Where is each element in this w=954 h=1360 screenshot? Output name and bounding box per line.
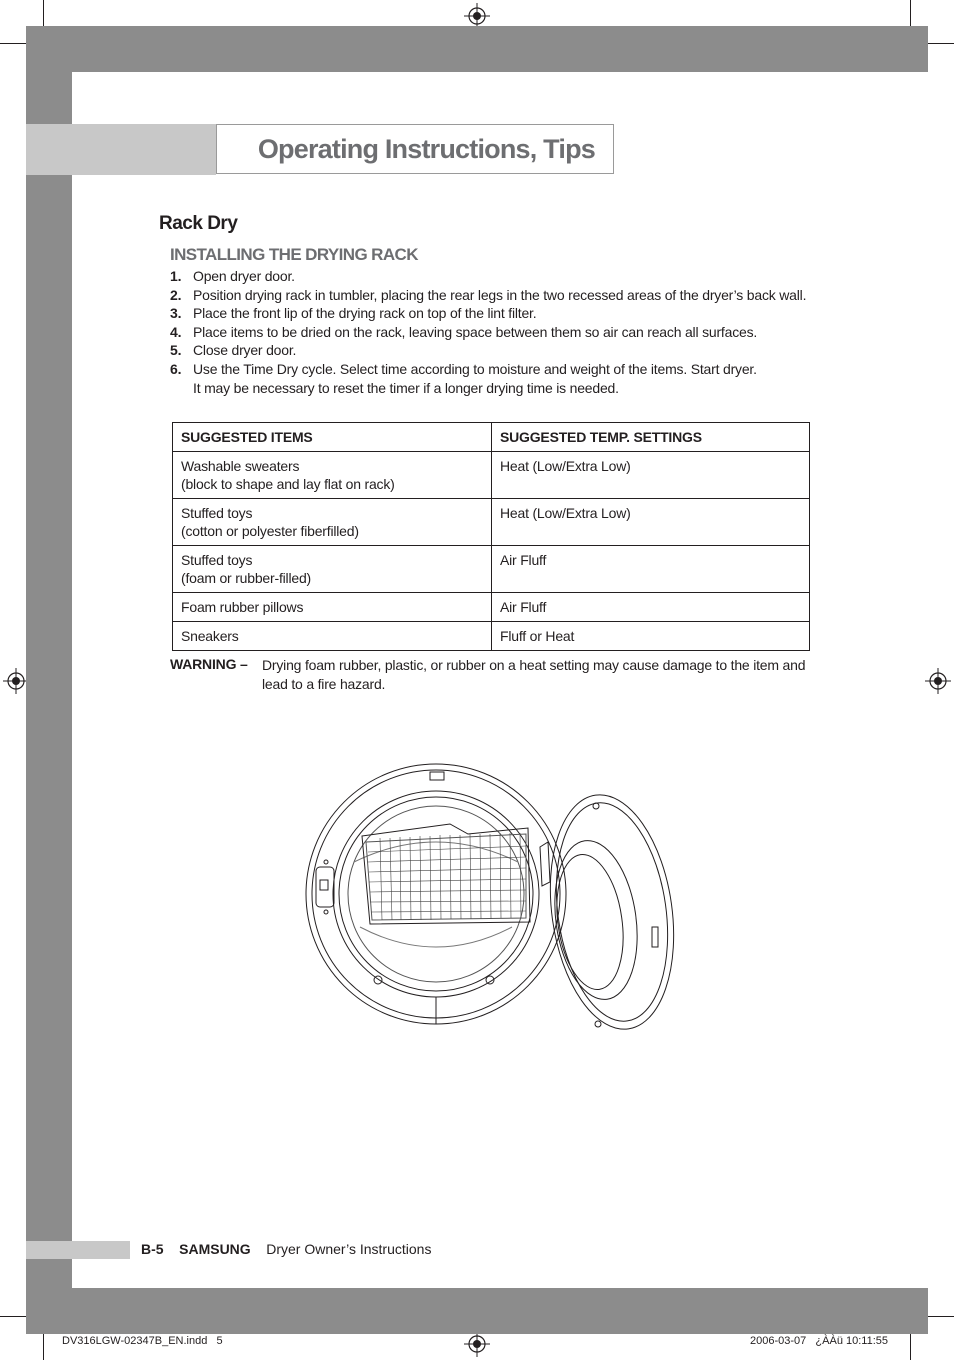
- step-text: Close dryer door.: [193, 342, 297, 359]
- page-frame-top: [26, 26, 928, 72]
- table-header-row: [173, 423, 810, 452]
- print-slug-date: 2006-03-07 ¿ÀÀü 10:11:55: [750, 1335, 889, 1347]
- brand-name: SAMSUNG: [179, 1241, 251, 1257]
- page-frame-bottom: [26, 1288, 928, 1334]
- warning-label: WARNING –: [170, 656, 248, 672]
- step-number: 3.: [170, 305, 182, 322]
- step-number: 1.: [170, 268, 182, 284]
- column-header: SUGGESTED ITEMS: [173, 423, 492, 452]
- crop-mark: [928, 43, 954, 44]
- crop-mark: [910, 0, 911, 26]
- crop-mark: [0, 1316, 26, 1317]
- table-cell: [173, 499, 492, 546]
- table-cell: Heat (Low/Extra Low): [492, 499, 810, 546]
- registration-mark-icon: [925, 668, 951, 694]
- warning-text: Drying foam rubber, plastic, or rubber on a heat setting may cause damage to the item and lead to a fire hazard.: [262, 657, 806, 692]
- section-title: Rack Dry: [159, 213, 238, 234]
- table-row: [173, 452, 810, 499]
- crop-mark: [910, 1334, 911, 1360]
- registration-mark-icon: [464, 1331, 490, 1357]
- item-name: Washable sweaters: [181, 458, 300, 474]
- crop-mark: [43, 1334, 44, 1360]
- crop-mark: [928, 1316, 954, 1317]
- item-name: Stuffed toys: [181, 552, 253, 568]
- table-cell: Heat (Low/Extra Low): [492, 452, 810, 499]
- table-cell: Air Fluff: [492, 593, 810, 622]
- table-row: [173, 593, 810, 622]
- item-note: (foam or rubber-filled): [181, 570, 311, 586]
- table-row: [173, 622, 810, 651]
- item-note: (cotton or polyester fiberfilled): [181, 523, 359, 539]
- page-title: Operating Instructions, Tips: [257, 133, 595, 164]
- crop-mark: [43, 0, 44, 26]
- step-number: 2.: [170, 286, 182, 303]
- settings-table: [172, 422, 810, 651]
- footer-band: [26, 1241, 130, 1259]
- table-cell: [173, 452, 492, 499]
- table-row: [173, 546, 810, 593]
- list-item: [170, 341, 815, 360]
- item-name: Stuffed toys: [181, 505, 253, 521]
- list-item: [170, 286, 815, 305]
- step-text: Open dryer door.: [193, 268, 295, 284]
- step-text: Place the front lip of the drying rack on top of the lint filter.: [193, 305, 537, 322]
- step-text: Position drying rack in tumbler, placing the rear legs in the two recessed areas of the dryer’s back wall.: [193, 286, 807, 303]
- list-item: [170, 360, 815, 397]
- dryer-with-drying-rack-illustration-icon: [300, 762, 680, 1047]
- step-number: 4.: [170, 323, 182, 340]
- crop-mark: [0, 43, 26, 44]
- page-frame-left: [26, 26, 72, 1334]
- section-subtitle: INSTALLING THE DRYING RACK: [170, 245, 418, 264]
- column-header: SUGGESTED TEMP. SETTINGS: [492, 423, 810, 452]
- step-number: 5.: [170, 342, 182, 359]
- list-item: [170, 304, 815, 323]
- page-number: B-5: [141, 1241, 164, 1257]
- table-cell: Foam rubber pillows: [173, 593, 492, 622]
- footer: [141, 1241, 431, 1257]
- step-number: 6.: [170, 360, 182, 377]
- list-item: [170, 267, 815, 286]
- step-text: Place items to be dried on the rack, leaving space between them so air can reach all surfaces.: [193, 323, 758, 340]
- table-cell: Fluff or Heat: [492, 622, 810, 651]
- table-cell: [173, 546, 492, 593]
- step-text: Use the Time Dry cycle. Select time according to moisture and weight of the items. Start dryer.: [193, 360, 757, 377]
- table-cell: Sneakers: [173, 622, 492, 651]
- print-slug-file: DV316LGW-02347B_EN.indd 5: [62, 1335, 223, 1347]
- steps-list: [170, 267, 815, 397]
- table-row: [173, 499, 810, 546]
- page-title-box: [216, 124, 614, 174]
- table-cell: Air Fluff: [492, 546, 810, 593]
- item-note: (block to shape and lay flat on rack): [181, 476, 395, 492]
- document-name: Dryer Owner’s Instructions: [266, 1241, 432, 1257]
- step-text-note: It may be necessary to reset the timer if a longer drying time is needed.: [193, 379, 619, 396]
- header-band: [26, 124, 216, 175]
- list-item: [170, 323, 815, 342]
